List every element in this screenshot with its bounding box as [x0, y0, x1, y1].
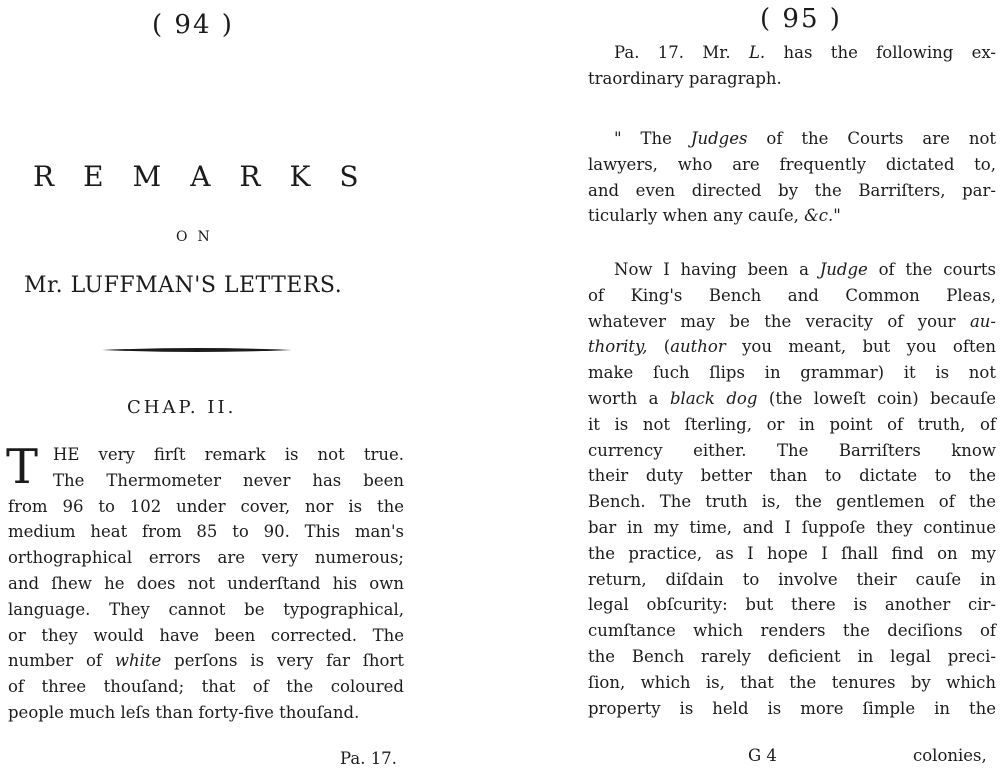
- drop-cap: T: [6, 439, 39, 495]
- text-line: medium heat from 85 to 90. This man's: [8, 522, 404, 542]
- text-fragment: ticularly when any cauſe,: [588, 206, 799, 226]
- section-title-on: ON: [176, 229, 220, 245]
- paragraph-main: [588, 257, 996, 721]
- text-line: language. They cannot be typographical,: [8, 599, 404, 619]
- text-line: the practice, as I hope I ſhall find on my: [588, 543, 996, 563]
- italic-fragment: L.: [748, 43, 766, 62]
- text-fragment: you meant, but you often: [742, 337, 996, 357]
- text-line: cumſtance which renders the deciſions of: [588, 621, 996, 641]
- text-line: and even directed by the Barriſters, par-: [588, 180, 996, 200]
- left-page: [0, 0, 410, 777]
- text-fragment: of the courts: [878, 260, 996, 279]
- ornamental-rule: [102, 347, 292, 353]
- text-line: [588, 40, 996, 66]
- text-line: return, diſdain to involve their cauſe in: [588, 569, 996, 589]
- text-fragment: has the following ex-: [783, 43, 997, 62]
- section-title: REMARKS: [33, 160, 388, 193]
- italic-fragment: Judge: [819, 260, 868, 279]
- text-line: ſion, which is, that the tenures by which: [588, 672, 996, 692]
- text-fragment: (: [663, 337, 671, 357]
- text-fragment: Now I having been a: [614, 260, 809, 279]
- text-line: [588, 257, 996, 283]
- subtitle-prefix: Mr.: [24, 273, 64, 298]
- text-line: orthographical errors are very numerous;: [8, 548, 404, 568]
- text-line: [588, 386, 996, 412]
- signature-mark: G 4: [748, 746, 777, 765]
- text-fragment: whatever may be the veracity of your: [588, 311, 956, 331]
- italic-fragment: au-: [969, 311, 997, 331]
- text-fragment: " The: [614, 129, 672, 148]
- catchword-right: colonies,: [913, 746, 987, 765]
- page-number-left: ( 94 ): [152, 10, 234, 40]
- text-line: lawyers, who are frequently dictated to,: [588, 154, 996, 174]
- text-line: people much leſs than forty-five thouſand.: [8, 702, 360, 722]
- italic-fragment: thority,: [588, 337, 648, 357]
- text-line: [588, 334, 996, 360]
- page-number-right: ( 95 ): [760, 4, 842, 34]
- text-line: [588, 126, 996, 152]
- text-line: HE very firſt remark is not true.: [53, 445, 404, 464]
- chapter-heading: CHAP. II.: [127, 397, 237, 418]
- text-line: Bench. The truth is, the gentlemen of the: [588, 492, 996, 512]
- text-line: from 96 to 102 under cover, nor is the: [8, 496, 404, 516]
- text-line: the Bench rarely deficient in legal preci-: [588, 646, 996, 666]
- left-body-text: [6, 439, 404, 726]
- text-fragment: of the Courts are not: [766, 129, 997, 148]
- text-line: legal obſcurity: but there is another cir-: [588, 595, 996, 615]
- catchword-left: Pa. 17.: [340, 749, 397, 768]
- text-line: [588, 203, 996, 229]
- text-fragment: (the loweſt coin) becauſe: [768, 388, 996, 408]
- text-line: [588, 309, 996, 335]
- italic-fragment: &c.: [804, 206, 834, 226]
- text-fragment: perſons is very far ſhort: [174, 651, 404, 671]
- text-line: it is not ſterling, or in point of truth, of: [588, 414, 996, 434]
- text-line: make ſuch ſlips in grammar) it is not: [588, 363, 996, 383]
- text-line: traordinary paragraph.: [588, 68, 782, 88]
- subtitle-main: LUFFMAN'S LETTERS.: [70, 273, 343, 298]
- text-fragment: Pa. 17. Mr.: [614, 43, 731, 62]
- paragraph-quote: [588, 126, 996, 229]
- italic-fragment: black dog: [669, 388, 758, 408]
- paragraph-intro: [588, 40, 996, 92]
- text-fragment: number of: [8, 651, 103, 671]
- text-fragment: ": [833, 206, 841, 226]
- text-fragment: worth a: [588, 388, 659, 408]
- section-subtitle: [24, 273, 342, 298]
- text-line: property is held is more ſimple in the: [588, 698, 996, 718]
- text-line: their duty better than to dictate to the: [588, 466, 996, 486]
- text-line: [8, 648, 404, 674]
- italic-fragment: author: [670, 337, 726, 357]
- text-line: and ſhew he does not underſtand his own: [8, 573, 404, 593]
- text-line: of King's Bench and Common Pleas,: [588, 285, 996, 305]
- text-line: of three thouſand; that of the coloured: [8, 677, 404, 697]
- text-line: currency either. The Barriſters know: [588, 440, 996, 460]
- right-page: [588, 0, 1000, 777]
- text-line: or they would have been corrected. The: [8, 625, 404, 645]
- text-line: The Thermometer never has been: [53, 470, 404, 490]
- italic-fragment: Judges: [690, 129, 748, 148]
- text-line: bar in my time, and I ſuppoſe they continue: [588, 517, 996, 537]
- italic-fragment: white: [114, 651, 162, 671]
